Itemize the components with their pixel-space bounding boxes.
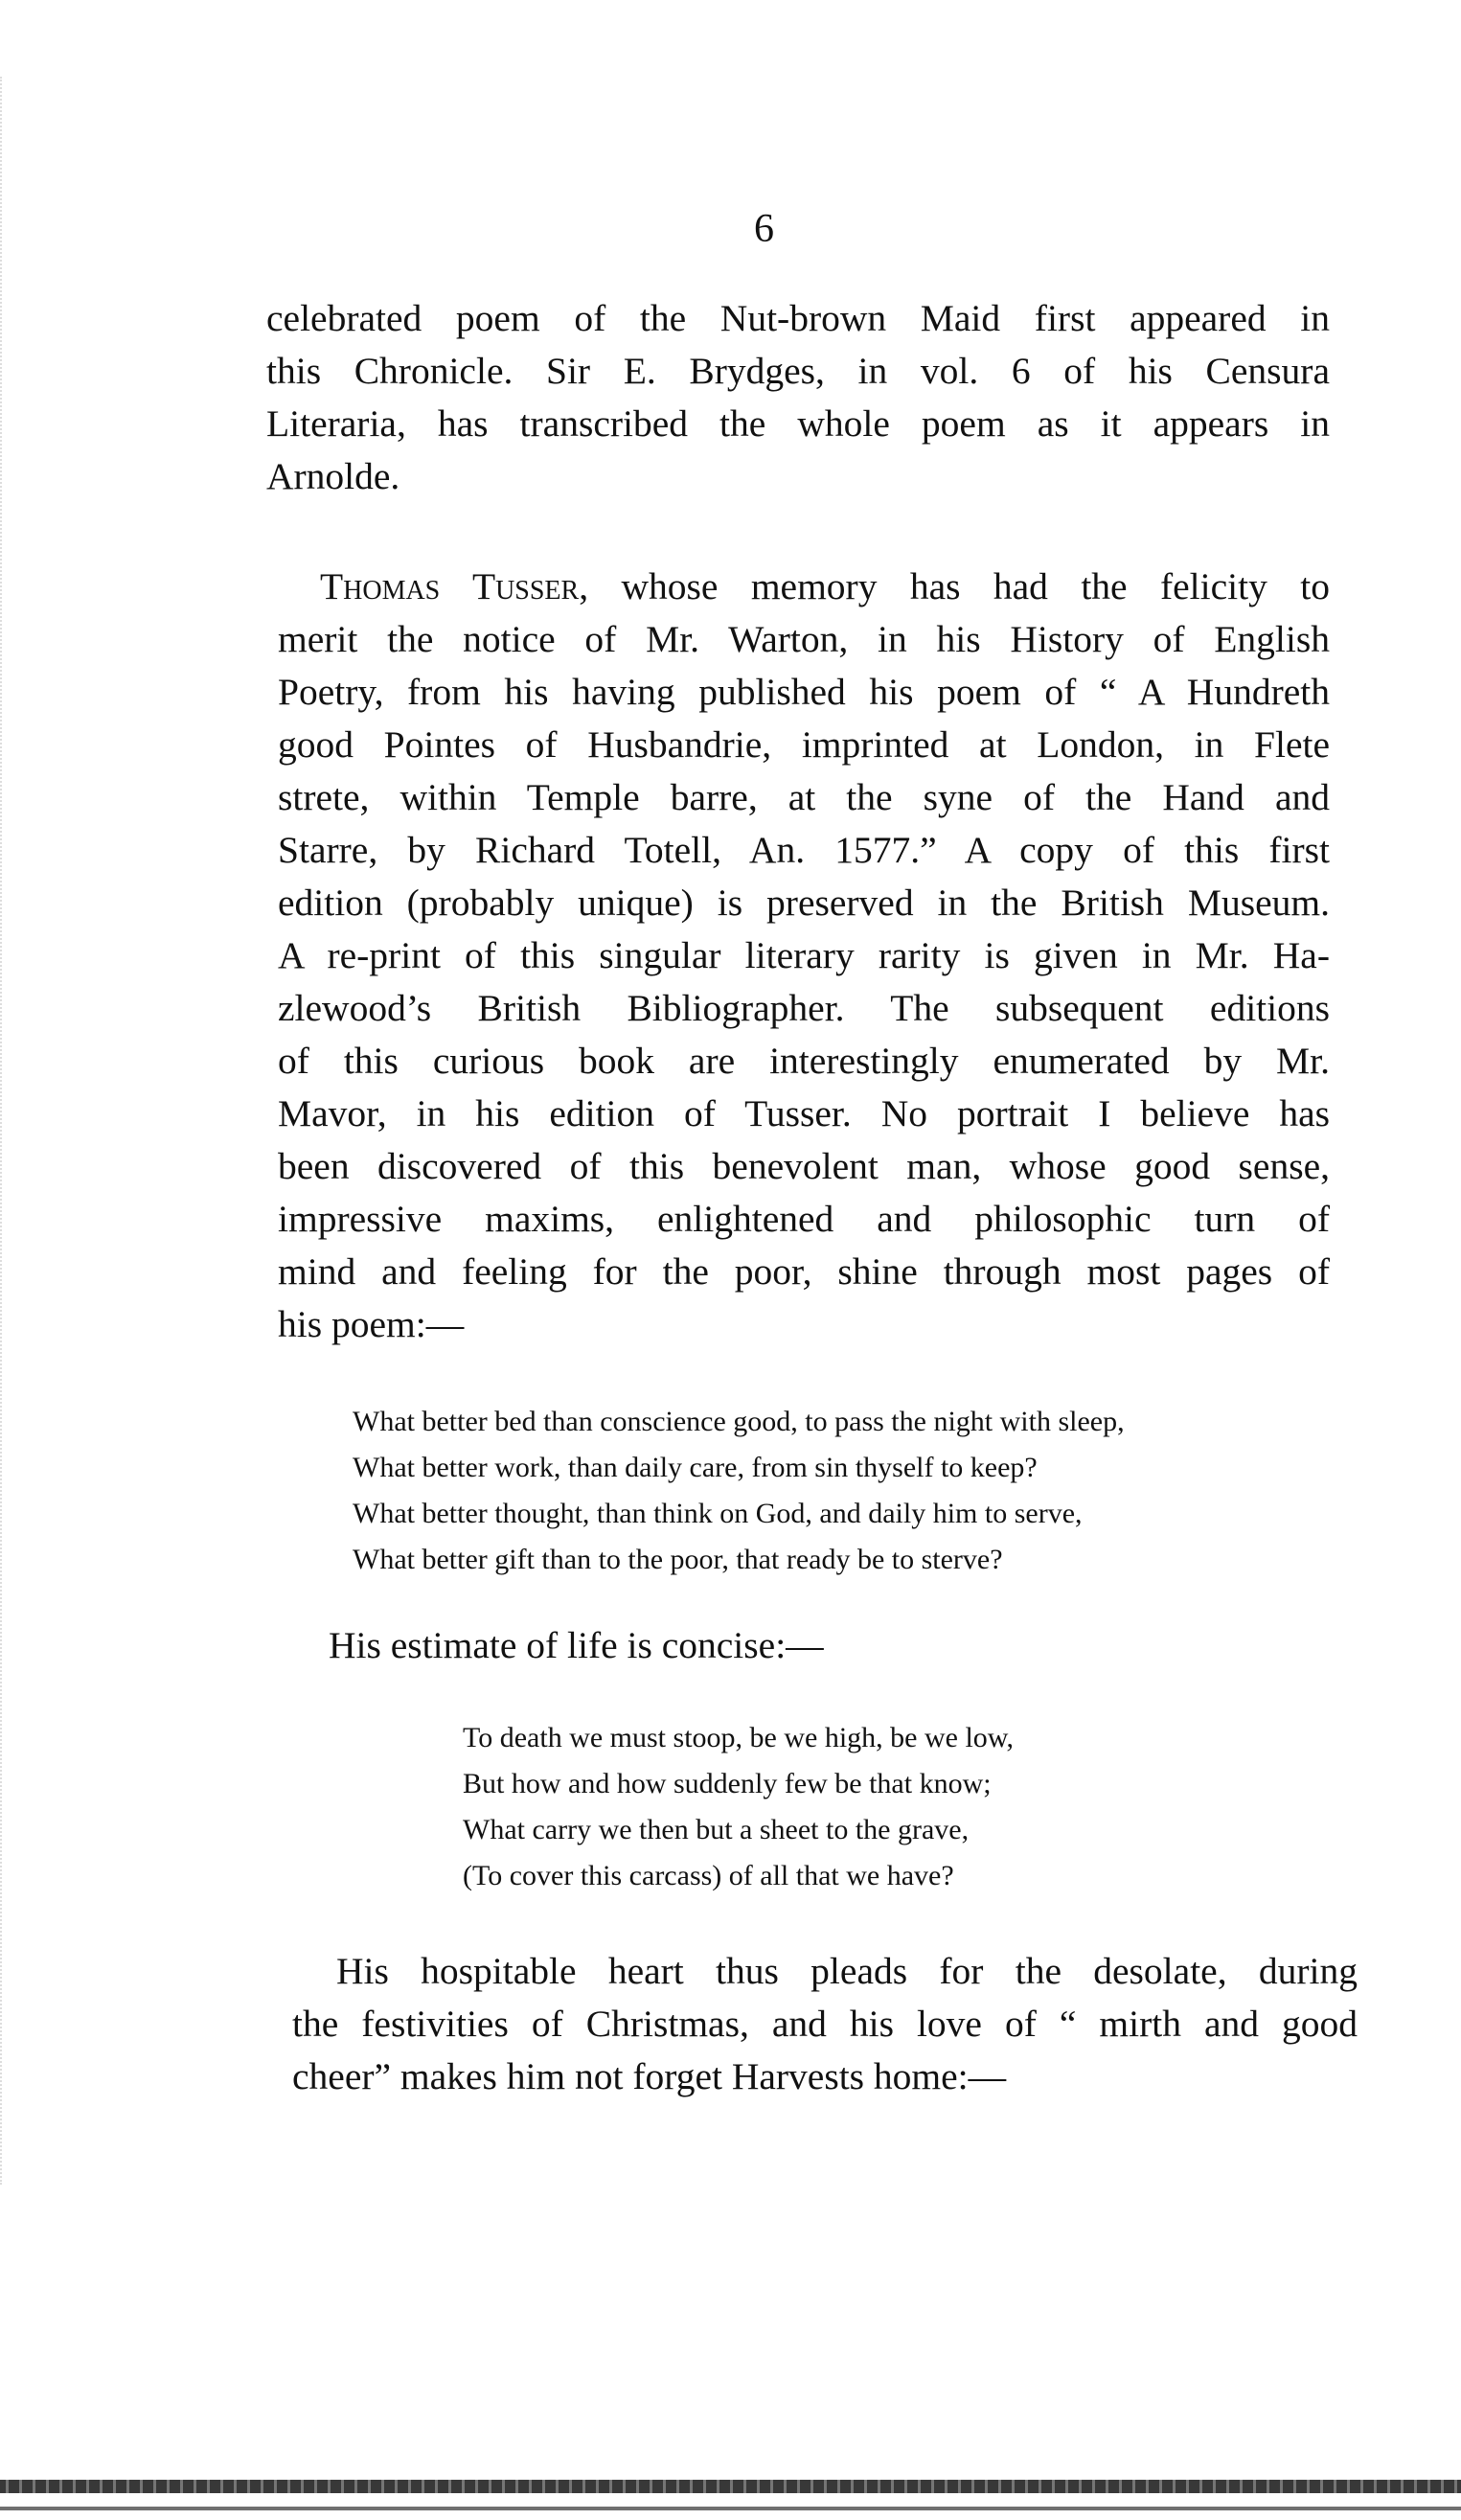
verse-line: What better gift than to the poor, that ready be to sterve? [353, 1544, 1003, 1575]
text-line: cheer” makes him not forget Harvests home:— [292, 2055, 1007, 2097]
verse-line: To death we must stoop, be we high, be we low, [463, 1722, 1015, 1753]
verse-line: What carry we then but a sheet to the grave, [463, 1814, 970, 1845]
text-line [278, 561, 1330, 613]
text-line: mind and feeling for the poor, shine through most pages of [278, 1250, 1330, 1293]
text-line: Mavor, in his edition of Tusser. No portrait I believe has [278, 1092, 1330, 1134]
page-bottom-edge [0, 2480, 1461, 2493]
text-line: zlewood’s British Bibliographer. The subsequent editions [278, 987, 1330, 1029]
text-line: this Chronicle. Sir E. Brydges, in vol. 6 of his Censura [266, 350, 1330, 392]
text-line: Starre, by Richard Totell, An. 1577.” A copy of this first [278, 829, 1330, 871]
text-line: Poetry, from his having published his poem of “ A Hundreth [278, 671, 1330, 713]
margin-speckle [0, 77, 15, 2185]
paragraph-nut-brown-maid [266, 292, 1330, 503]
verse-line: What better bed than conscience good, to pass the night with sleep, [353, 1406, 1125, 1437]
text-line: celebrated poem of the Nut-brown Maid first appeared in [266, 297, 1330, 339]
text-line: the festivities of Christmas, and his love of “ mirth and good [292, 2003, 1358, 2045]
text-line: Arnolde. [266, 455, 400, 497]
paragraph-thomas-tusser [278, 561, 1330, 1351]
text-line: strete, within Temple barre, at the syne of the Hand and [278, 776, 1330, 818]
verse-line: What better thought, than think on God, and daily him to serve, [353, 1498, 1083, 1529]
text-fragment: whose memory has had the felicity to [588, 565, 1330, 607]
text-line: his poem:— [278, 1303, 465, 1345]
verse-line: What better work, than daily care, from sin thyself to keep? [353, 1452, 1038, 1483]
text-line: been discovered of this benevolent man, whose good sense, [278, 1145, 1330, 1187]
verse-line: (To cover this carcass) of all that we have? [463, 1860, 954, 1891]
text-line: A re-print of this singular literary rarity is given in Mr. Ha- [278, 934, 1330, 976]
text-line: His hospitable heart thus pleads for the desolate, during [336, 1950, 1358, 1992]
verse-better-things [353, 1399, 1125, 1583]
verse-line: But how and how suddenly few be that know; [463, 1768, 992, 1799]
page-bottom-edge-line [0, 2507, 1461, 2510]
paragraph-hospitable-heart [292, 1945, 1358, 2103]
text-line: impressive maxims, enlightened and philosophic turn of [278, 1198, 1330, 1240]
text-line: edition (probably unique) is preserved in the British Museum. [278, 882, 1330, 924]
text-line: good Pointes of Husbandrie, imprinted at London, in Flete [278, 723, 1330, 766]
author-name: Thomas Tusser, [320, 565, 589, 607]
page-number: 6 [754, 207, 774, 251]
text-line: merit the notice of Mr. Warton, in his History of English [278, 618, 1330, 660]
text-line: of this curious book are interestingly enumerated by Mr. [278, 1040, 1330, 1082]
text-line: Literaria, has transcribed the whole poem as it appears in [266, 402, 1330, 445]
verse-death [463, 1715, 1014, 1899]
paragraph-estimate-of-life: His estimate of life is concise:— [329, 1624, 824, 1666]
